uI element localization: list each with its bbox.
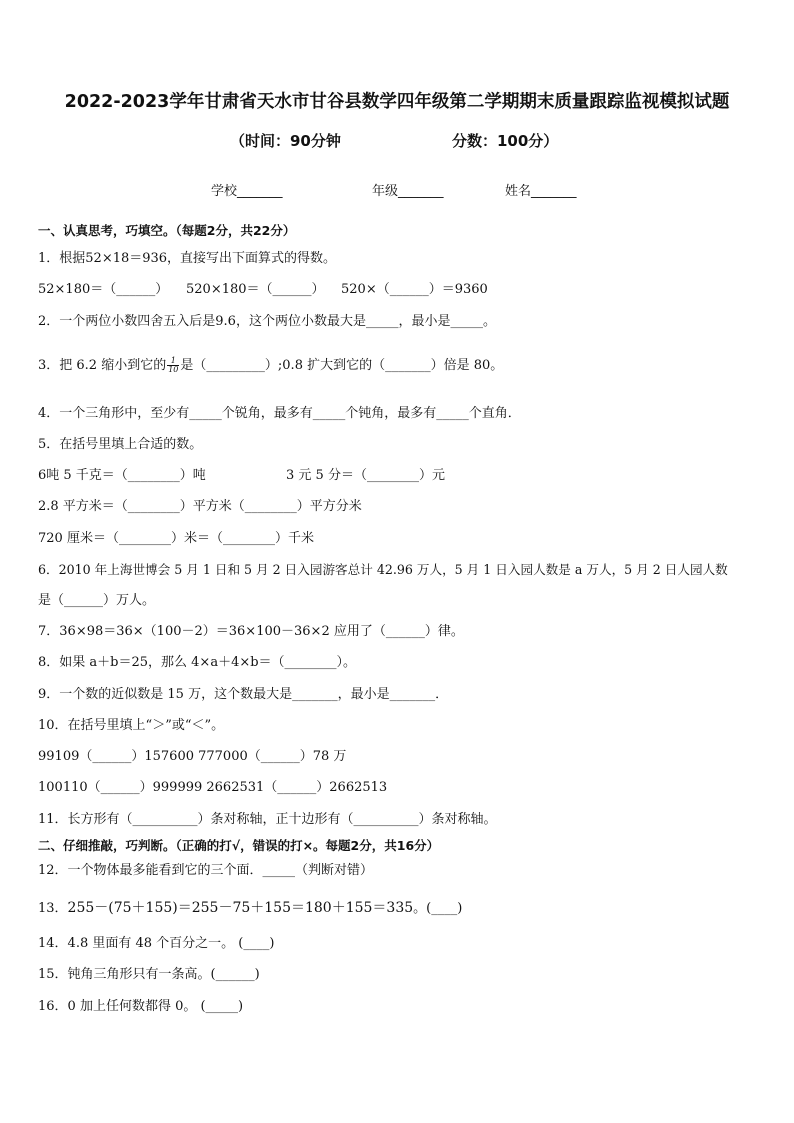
question-5-a: 6吨 5 千克＝（________）吨 [38,468,206,483]
question-13-tail: 。(____) [413,901,463,916]
name-field[interactable]: 姓名_______ [505,184,577,199]
question-5-d: 720 厘米＝（________）米＝（________）千米 [38,531,314,546]
question-13-expression: 255－(75＋155)＝255－75＋155＝180＋155＝335 [67,900,414,916]
question-10: 10．在括号里填上“＞”或“＜”。 [38,718,225,733]
section-1-heading: 一、认真思考，巧填空。（每题2分，共22分） [38,223,296,238]
question-3-pre: 3．把 6.2 缩小到它的 [38,358,167,373]
question-9: 9．一个数的近似数是 15 万，这个数最大是_______，最小是_______． [38,687,449,702]
question-4: 4．一个三角形中，至少有_____个锐角，最多有_____个钝角，最多有_____个直角． [38,406,521,421]
question-11: 11．长方形有（__________）条对称轴，正十边形有（__________）条对称轴。 [38,812,497,827]
question-13 [38,899,462,918]
question-2: 2．一个两位小数四舍五入后是9.6，这个两位小数最大是_____，最小是_____。 [38,314,496,329]
exam-title: 2022-2023学年甘肃省天水市甘谷县数学四年级第二学期期末质量跟踪监视模拟试题 [64,92,730,112]
question-10-a: 99109（______）157600 777000（______）78 万 [38,749,347,764]
question-7: 7．36×98＝36×（100－2）＝36×100－36×2 应用了（______）律。 [38,624,464,639]
exam-score: 分数：100分） [452,132,559,150]
question-13-number: 13． [38,901,68,916]
question-5: 5．在括号里填上合适的数。 [38,437,203,452]
fraction-denominator: 10 [168,365,179,374]
question-6-line-1: 6．2010 年上海世博会 5 月 1 日和 5 月 2 日入园游客总计 42.96 万人，5 月 1 日入园人数是 a 万人，5 月 2 日人园人数 [38,562,728,577]
question-12: 12．一个物体最多能看到它的三个面．_____（判断对错） [38,863,374,878]
question-15: 15．钝角三角形只有一条高。(______) [38,967,260,982]
question-1-a: 52×180＝（______） [38,282,169,297]
grade-field[interactable]: 年级_______ [372,184,444,199]
question-3-post: 是（_________）;0.8 扩大到它的（_______）倍是 80。 [180,358,504,373]
question-8: 8．如果 a＋b＝25，那么 4×a＋4×b＝（________）。 [38,655,357,670]
question-3 [38,357,503,375]
question-10-b: 100110（______）999999 2662531（______）2662513 [38,780,388,795]
question-16: 16．0 加上任何数都得 0。 (_____) [38,999,244,1014]
school-field[interactable]: 学校_______ [211,184,283,199]
fraction-one-tenth [167,357,179,374]
exam-subtitle [0,130,794,152]
question-5-b: 3 元 5 分＝（________）元 [286,468,445,483]
fraction-numerator: 1 [167,357,179,366]
question-1-c: 520×（______）＝9360 [341,282,488,297]
question-14: 14．4.8 里面有 48 个百分之一。 (____) [38,936,275,951]
student-info [0,180,794,200]
question-1: 1．根据52×18＝936，直接写出下面算式的得数。 [38,251,337,266]
question-5-c: 2.8 平方米＝（________）平方米（________）平方分米 [38,499,362,514]
question-1-b: 520×180＝（______） [186,282,325,297]
exam-time: （时间：90分钟 [230,132,341,150]
question-6-line-2: 是（______）万人。 [38,593,156,608]
section-2-heading: 二、仔细推敲，巧判断。（正确的打√，错误的打×。每题2分，共16分） [38,838,440,853]
